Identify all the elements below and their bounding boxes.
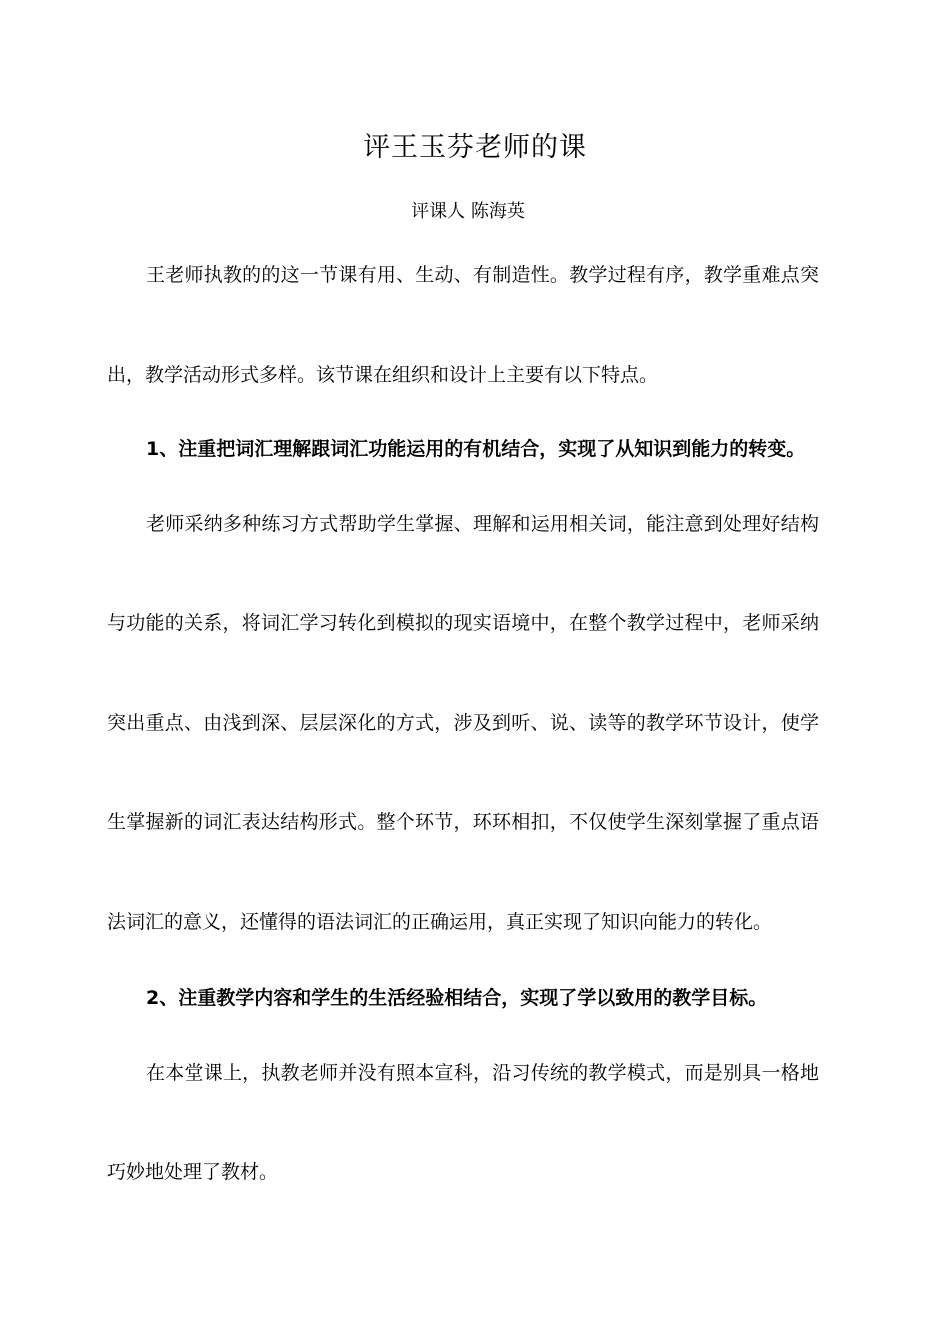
paragraph-line: 生掌握新的词汇表达结构形式。整个环节，环环相扣，不仅使学生深刻掌握了重点语: [107, 811, 819, 833]
paragraph-line: 在本堂课上，执教老师并没有照本宣科，沿习传统的教学模式，而是别具一格地: [146, 1062, 819, 1084]
document-title: 评王玉芬老师的课: [363, 132, 587, 163]
author-line: 评课人 陈海英: [411, 201, 525, 222]
paragraph-line: 出，教学活动形式多样。该节课在组织和设计上主要有以下特点。: [107, 364, 659, 386]
section-heading-2: 2、注重教学内容和学生的生活经验相结合，实现了学以致用的教学目标。: [146, 987, 768, 1009]
paragraph-line: 老师采纳多种练习方式帮助学生掌握、理解和运用相关词，能注意到处理好结构: [146, 513, 819, 535]
paragraph-line: 法词汇的意义，还懂得的语法词汇的正确运用，真正实现了知识向能力的转化。: [107, 911, 773, 933]
section-heading-1: 1、注重把词汇理解跟词汇功能运用的有机结合，实现了从知识到能力的转变。: [146, 438, 806, 460]
paragraph-line: 突出重点、由浅到深、层层深化的方式，涉及到听、说、读等的教学环节设计，使学: [107, 712, 819, 734]
paragraph-line: 巧妙地处理了教材。: [107, 1161, 279, 1183]
paragraph-line: 与功能的关系，将词汇学习转化到模拟的现实语境中，在整个教学过程中，老师采纳: [107, 612, 819, 634]
paragraph-line: 王老师执教的的这一节课有用、生动、有制造性。教学过程有序，教学重难点突: [146, 264, 819, 286]
